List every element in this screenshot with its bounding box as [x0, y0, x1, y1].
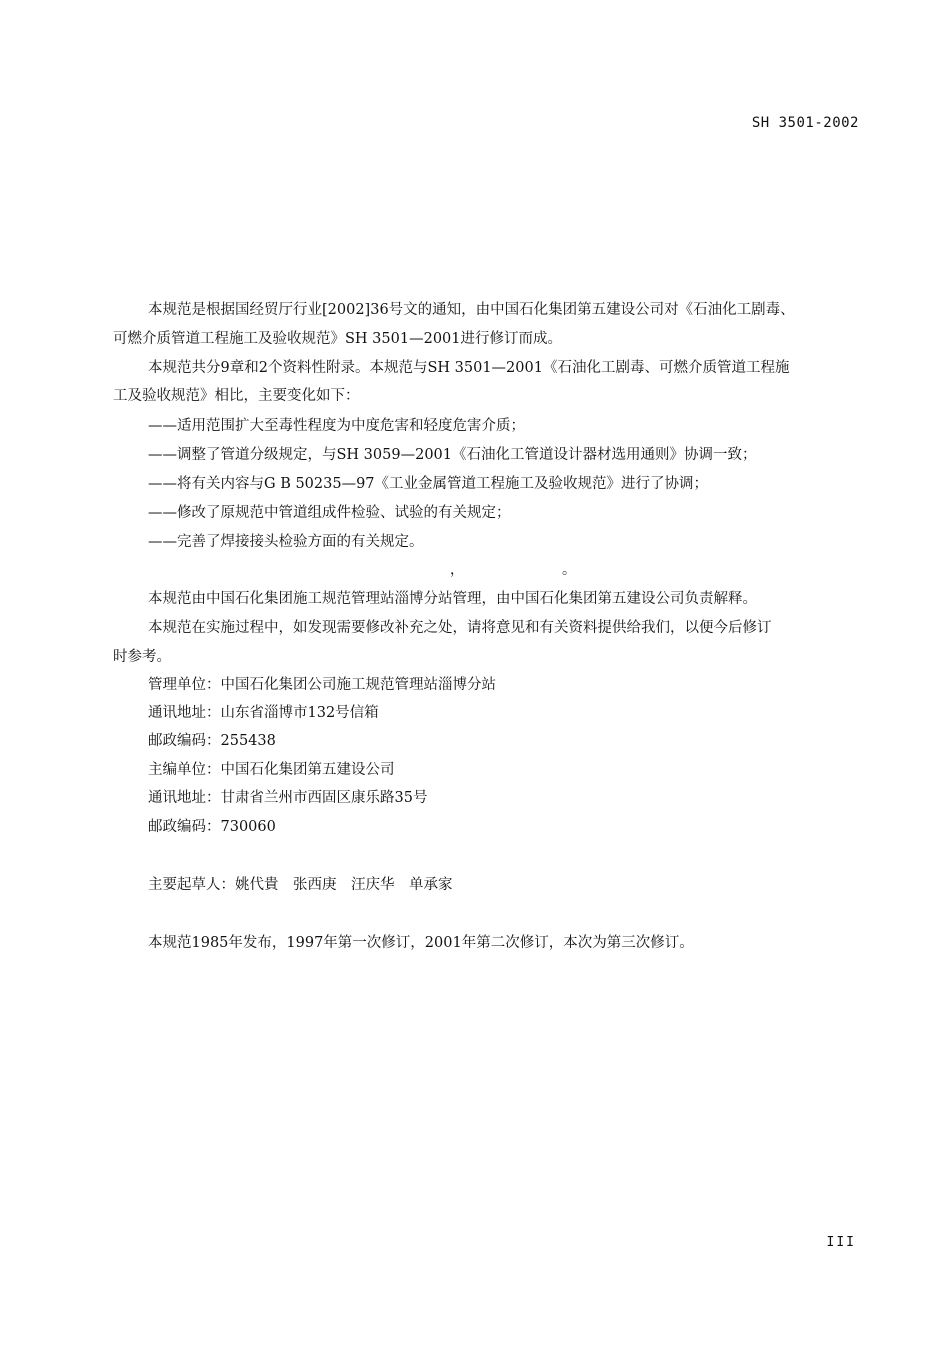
paragraph-1-line-1: 本规范是根据国经贸厅行业[2002]36号文的通知，由中国石化集团第五建设公司对《石油化工剧毒、 [148, 302, 795, 318]
editor-address: 通讯地址：甘肃省兰州市西固区康乐路35号 [148, 790, 428, 806]
paragraph-1-line-2: 可燃介质管道工程施工及验收规范》SH 3501—2001进行修订而成。 [113, 331, 562, 347]
change-item: ——调整了管道分级规定，与SH 3059—2001《石油化工管道设计器材选用通则》协调一致； [148, 447, 757, 463]
paragraph-2-line-1: 本规范共分9章和2个资料性附录。本规范与SH 3501—2001《石油化工剧毒、可燃介质管道工程施 [148, 360, 790, 376]
change-item: ——适用范围扩大至毒性程度为中度危害和轻度危害介质； [148, 418, 525, 434]
standard-code: SH 3501-2002 [751, 115, 859, 131]
change-item: ——修改了原规范中管道组成件检验、试验的有关规定； [148, 505, 511, 521]
admin-address: 通讯地址：山东省淄博市132号信箱 [148, 705, 379, 721]
main-drafters: 主要起草人：姚代貴 张西庚 汪庆华 单承家 [148, 877, 453, 893]
paragraph-4-line-1: 本规范在实施过程中，如发现需要修改补充之处，请将意见和有关资料提供给我们，以便今后修订 [148, 620, 772, 636]
revision-history: 本规范1985年发布，1997年第一次修订，2001年第二次修订，本次为第三次修订。 [148, 935, 694, 951]
change-item: ——将有关内容与G B 50235—97《工业金属管道工程施工及验收规范》进行了协调； [148, 476, 709, 492]
paragraph-2-line-2: 工及验收规范》相比，主要变化如下： [113, 388, 360, 404]
paragraph-4-line-2: 时参考。 [113, 649, 171, 665]
admin-postcode: 邮政编码：255438 [148, 733, 276, 749]
stray-period: 。 [562, 562, 576, 578]
editor-unit: 主编单位：中国石化集团第五建设公司 [148, 762, 395, 778]
stray-comma: ， [450, 562, 464, 578]
admin-unit: 管理单位：中国石化集团公司施工规范管理站淄博分站 [148, 677, 496, 693]
page-number: III [826, 1235, 856, 1250]
editor-postcode: 邮政编码：730060 [148, 819, 276, 835]
paragraph-3: 本规范由中国石化集团施工规范管理站淄博分站管理，由中国石化集团第五建设公司负责解释。 [148, 591, 757, 607]
change-item: ——完善了焊接接头检验方面的有关规定。 [148, 534, 424, 550]
